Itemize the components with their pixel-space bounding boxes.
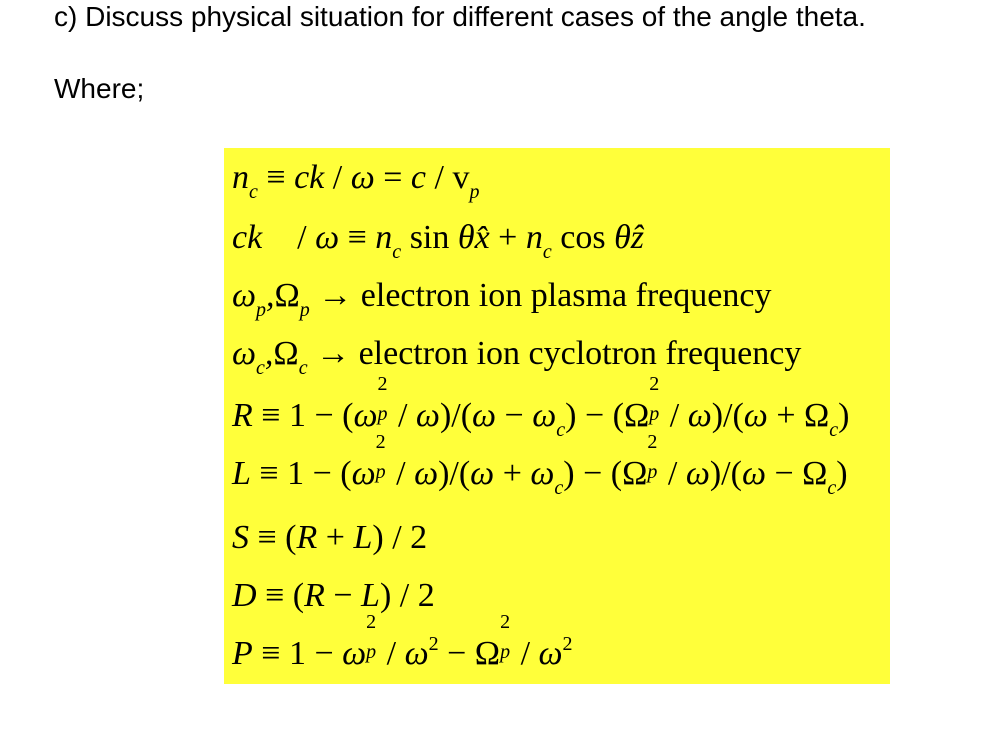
equation-L: L ≡ 1 − (ω 2 p / $\omega)/(\omega + \omega_c) - (\Omega$ 2 p / $\omega)/(\omega - \Omega_c)$ — [232, 431, 848, 499]
equation-cyclotron-frequency: $\omega_c,\Omega_c$ → electron ion cyclotron frequency — [232, 335, 802, 379]
equation-refractive-index: $n_c$ ≡ ck / $\omega = c / v_p$ — [232, 159, 480, 203]
cyclotron-frequency-desc: electron ion cyclotron frequency — [358, 335, 802, 372]
where-label: Where; — [54, 73, 145, 104]
equations-box — [224, 148, 890, 684]
plasma-frequency-desc: electron ion plasma frequency — [360, 277, 772, 314]
question-text: c) Discuss physical situation for different cases of the angle theta. — [54, 1, 866, 32]
equation-D: D ≡ (R − L) / 2 — [232, 577, 435, 614]
equation-R: R ≡ 1 − (ω 2 p / $\omega)/(\omega - \omega_c) - (\Omega$ 2 p / $\omega)/(\omega + \Omega_c)$ — [232, 373, 850, 441]
equation-wave-vector: ck⃗ / $\omega \equiv n_c$ sin θx̂ + $n_c$ cos θẑ — [232, 219, 645, 263]
equation-plasma-frequency: $\omega_p,\Omega_p$ → electron ion plasma frequency — [232, 277, 772, 321]
equation-P: P ≡ 1 − ω 2 p / $\omega^2 - \Omega$ 2 p / $\omega^2$ — [232, 611, 573, 672]
equation-S: S ≡ (R + L) / 2 — [232, 519, 428, 556]
